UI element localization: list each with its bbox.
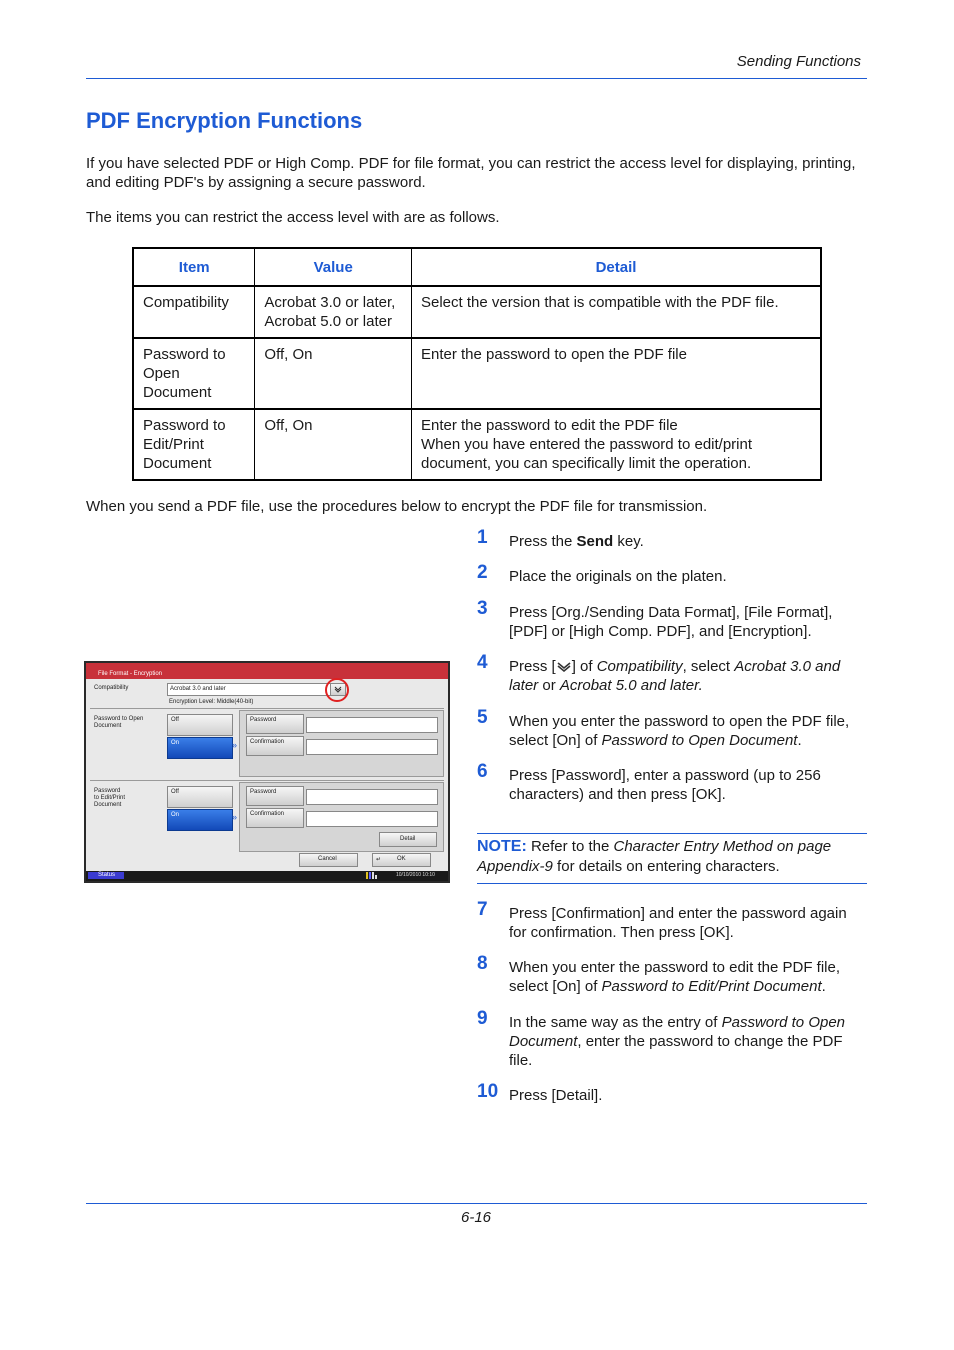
cell-value: Off, On — [255, 338, 412, 409]
step-text: , select — [682, 658, 735, 675]
step-italic: Password to Edit/Print Document — [601, 978, 822, 995]
edit-confirmation-button[interactable] — [246, 808, 304, 828]
cell-item: Password to Open Document — [133, 338, 255, 409]
page-title: PDF Encryption Functions — [86, 108, 363, 133]
status-label: Status — [98, 872, 116, 878]
lead-paragraph: When you send a PDF file, use the procedures below to encrypt the PDF file for transmission. — [86, 498, 708, 515]
label-line: to Edit/Print — [94, 795, 126, 801]
note-label: NOTE: — [477, 838, 527, 855]
step-key: Send — [576, 533, 614, 550]
button-label: Password — [250, 789, 277, 795]
button-label: Detail — [400, 836, 416, 842]
step-number: 4 — [477, 652, 488, 673]
button-label: Confirmation — [250, 739, 285, 745]
step-text: or — [538, 677, 560, 694]
note-box — [477, 833, 867, 884]
edit-confirmation-field[interactable] — [306, 811, 438, 827]
cell-detail: Enter the password to open the PDF file — [411, 338, 821, 409]
button-label: Off — [171, 717, 179, 723]
step-italic: Password to Open Document — [509, 1014, 846, 1050]
step-italic: Acrobat 5.0 and later. — [559, 677, 703, 694]
memory-icon — [366, 872, 378, 879]
step-italic: Acrobat 3.0 and later — [509, 658, 841, 694]
open-password-group — [239, 710, 444, 777]
cell-item: Password to Edit/Print Document — [133, 409, 255, 480]
step-number: 2 — [477, 562, 488, 583]
note-reference: Character Entry Method on page Appendix-9 — [477, 838, 832, 875]
date-time: 10/10/2010 10:10 — [396, 872, 435, 878]
step-text: ] of — [571, 658, 597, 675]
open-confirmation-button[interactable] — [246, 736, 304, 756]
edit-off-button[interactable] — [167, 786, 233, 808]
cell-value: Off, On — [255, 409, 412, 480]
step-text: . — [797, 732, 802, 749]
detail-button[interactable] — [379, 832, 437, 847]
step-text: Press the — [509, 533, 577, 550]
running-head: Sending Functions — [736, 53, 861, 70]
open-off-button[interactable] — [167, 714, 233, 736]
open-confirmation-field[interactable] — [306, 739, 438, 755]
cancel-button[interactable] — [299, 853, 358, 867]
cell-detail — [411, 409, 821, 480]
step-number: 5 — [477, 707, 488, 728]
step-text: . — [821, 978, 826, 995]
step-text: When you enter the password to edit the PDF file, select [On] of — [509, 959, 841, 995]
table-row — [133, 286, 821, 338]
footer-rule — [86, 1203, 867, 1204]
compatibility-label: Compatibility — [94, 685, 129, 691]
edit-password-label — [94, 788, 125, 809]
header-item: Item — [133, 248, 255, 286]
edit-on-button[interactable] — [167, 809, 233, 831]
open-password-label: Password to Open Document — [94, 716, 144, 729]
button-label: On — [171, 740, 180, 746]
restriction-table — [132, 247, 822, 481]
button-label: Password — [250, 717, 277, 723]
status-bar — [86, 871, 448, 881]
label-line: Password — [94, 788, 121, 794]
step-text: Press [Org./Sending Data Format], [File Format], [PDF] or [High Comp. PDF], and [Encryption]. — [509, 604, 833, 640]
step-italic: Password to Open Document — [601, 732, 798, 749]
cell-value: Acrobat 3.0 or later, Acrobat 5.0 or later — [255, 286, 412, 338]
enter-icon: ↵ — [376, 857, 382, 863]
step-text: key. — [613, 533, 644, 550]
edit-password-button[interactable] — [246, 786, 304, 806]
chevron-down-icon — [556, 658, 572, 670]
divider — [90, 780, 444, 781]
step-number: 10 — [477, 1081, 499, 1102]
button-label: On — [171, 812, 180, 818]
step-number: 7 — [477, 899, 488, 920]
header-value: Value — [255, 248, 412, 286]
button-label: Cancel — [318, 856, 337, 862]
screen-title-bar — [86, 663, 448, 679]
detail-line-2: When you have entered the password to edit/print document, you can specifically limit the operation. — [420, 436, 753, 472]
edit-password-group — [239, 782, 444, 852]
header-detail: Detail — [411, 248, 821, 286]
step-text: Press [Detail]. — [509, 1087, 603, 1104]
table-row — [133, 409, 821, 480]
highlight-circle — [325, 678, 349, 702]
chevron-right-icon: » — [232, 740, 238, 750]
status-button[interactable] — [88, 872, 124, 879]
button-label: Confirmation — [250, 811, 285, 817]
step-number: 6 — [477, 761, 488, 782]
divider — [90, 708, 444, 709]
button-label: OK — [397, 856, 406, 862]
intro-paragraph-2: The items you can restrict the access level with are as follows. — [86, 209, 500, 226]
cell-detail: Select the version that is compatible with the PDF file. — [411, 286, 821, 338]
intro-paragraph-1: If you have selected PDF or High Comp. PDF for file format, you can restrict the access level for displaying, printing, and editing PDF's by assigning a secure password. — [86, 155, 856, 191]
ok-button[interactable] — [372, 853, 431, 867]
step-text: In the same way as the entry of — [509, 1014, 722, 1031]
note-text: Refer to the — [526, 838, 614, 855]
step-text: When you enter the password to open the PDF file, select [On] of — [509, 713, 850, 749]
open-password-button[interactable] — [246, 714, 304, 734]
step-number: 1 — [477, 527, 488, 548]
step-text: Place the originals on the platen. — [509, 568, 727, 585]
step-number: 8 — [477, 953, 488, 974]
page-number: 6-16 — [461, 1209, 492, 1226]
header-rule — [86, 78, 867, 79]
open-password-field[interactable] — [306, 717, 438, 733]
step-number: 3 — [477, 598, 488, 619]
compatibility-value: Acrobat 3.0 and later — [170, 686, 226, 692]
step-text: , enter the password to change the PDF file. — [509, 1033, 843, 1069]
chevron-right-icon: » — [232, 812, 238, 822]
step-text: Press [ — [509, 658, 556, 675]
open-on-button[interactable] — [167, 737, 233, 759]
compatibility-select[interactable] — [167, 683, 331, 696]
step-number: 9 — [477, 1008, 488, 1029]
edit-password-field[interactable] — [306, 789, 438, 805]
table-header-row — [133, 248, 821, 286]
encryption-screen — [84, 661, 450, 883]
button-label: Off — [171, 789, 179, 795]
cell-item: Compatibility — [133, 286, 255, 338]
encryption-level: Encryption Level: Middle(40-bit) — [169, 699, 254, 705]
step-italic: Compatibility — [596, 658, 683, 675]
detail-line-1: Enter the password to edit the PDF file — [420, 417, 678, 434]
step-text: Press [Confirmation] and enter the password again for confirmation. Then press [OK]. — [509, 905, 847, 941]
label-line: Document — [94, 802, 122, 808]
step-text: Press [Password], enter a password (up to 256 characters) and then press [OK]. — [509, 767, 821, 803]
screen-body — [86, 679, 448, 871]
note-text: for details on entering characters. — [552, 858, 780, 875]
screen-title: File Format - Encryption — [98, 671, 163, 677]
table-row — [133, 338, 821, 409]
